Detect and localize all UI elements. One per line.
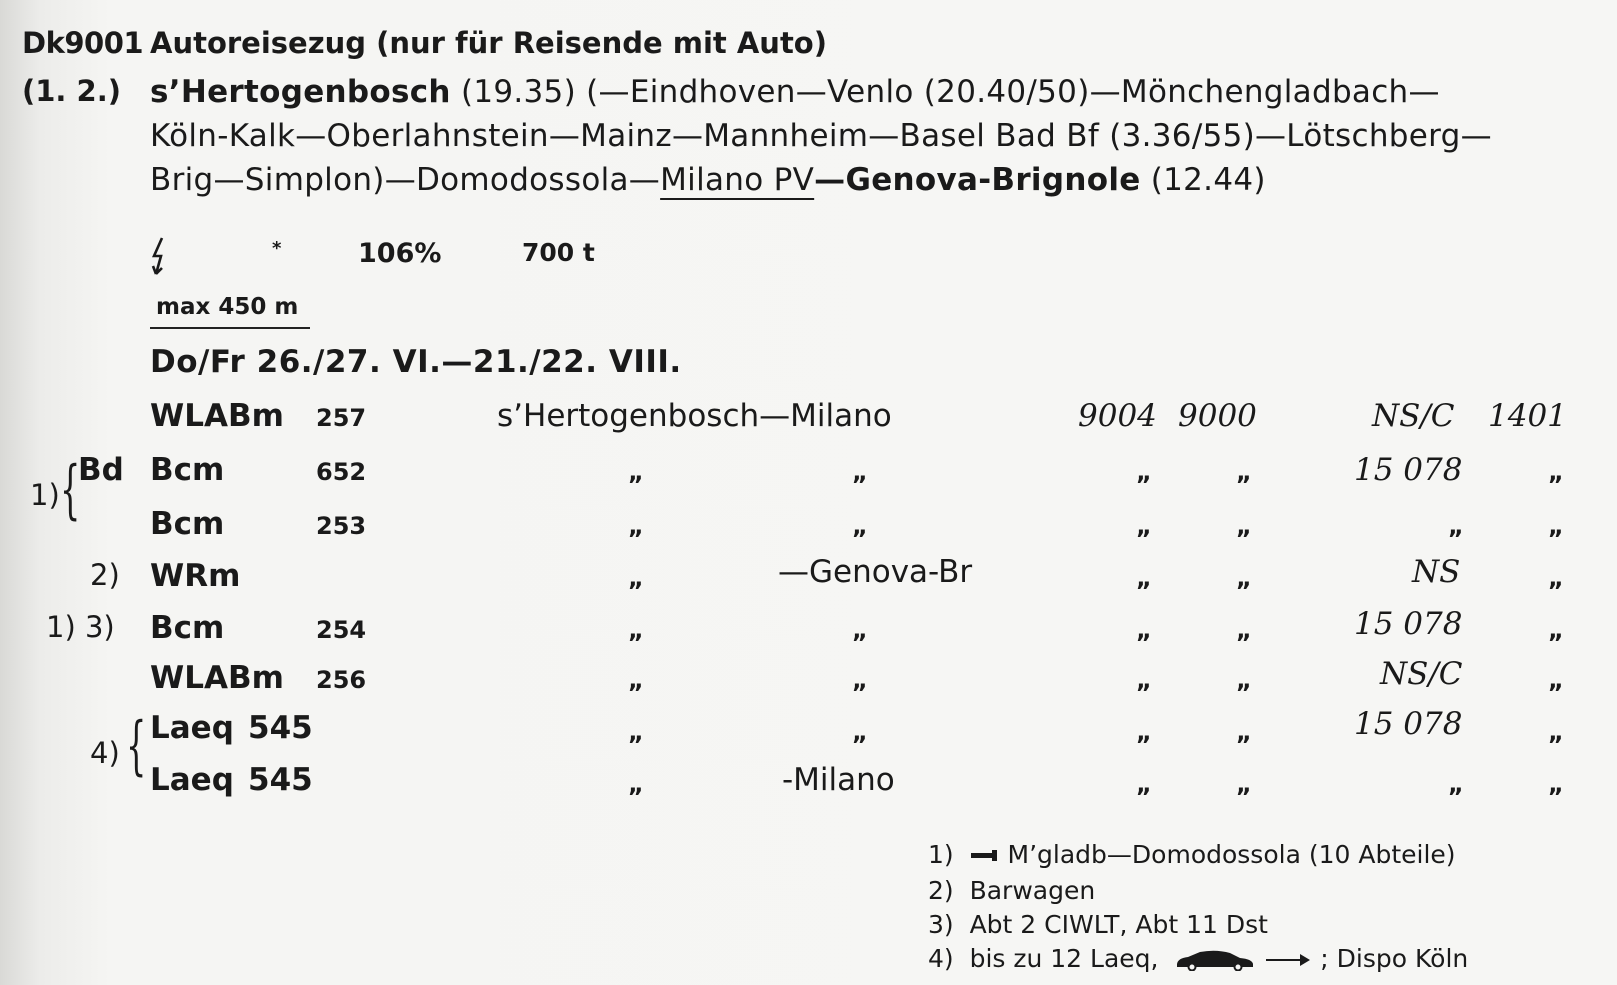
coach-owner: 15 078 <box>1354 706 1463 742</box>
ditto-mark: „ <box>1448 512 1464 540</box>
footnote-text: Abt 2 CIWLT, Abt 11 Dst <box>969 910 1268 939</box>
ditto-mark: „ <box>628 564 644 592</box>
footnote-2 <box>928 876 1095 905</box>
footnote-text: Barwagen <box>969 876 1096 905</box>
coach-number: 652 <box>316 458 367 486</box>
locomotive-icon <box>970 850 1000 862</box>
ditto-mark: „ <box>852 458 868 486</box>
coach-type: Laeq <box>150 762 234 798</box>
route-line-1-rest: (19.35) (—Eindhoven—Venlo (20.40/50)—Mönchengladbach— <box>460 74 1440 110</box>
route-line-2: Köln-Kalk—Oberlahnstein—Mainz—Mannheim—Basel Bad Bf (3.36/55)—Lötschberg— <box>150 118 1492 154</box>
coach-owner: NS/C <box>1372 398 1455 434</box>
route-line-3-pre: Brig—Simplon)—Domodossola— <box>150 162 661 198</box>
coach-code: 1401 <box>1488 398 1567 434</box>
star-symbol: * <box>272 238 282 259</box>
ditto-mark: „ <box>1548 666 1564 694</box>
route-destination: Genova-Brignole <box>845 162 1141 198</box>
running-dates: Do/Fr 26./27. VI.—21./22. VIII. <box>150 344 682 380</box>
train-number-2: 9000 <box>1178 398 1257 434</box>
coach-number: 545 <box>248 710 313 746</box>
coach-route-limit: —Genova-Br <box>778 554 973 590</box>
coach-number: 254 <box>316 616 367 644</box>
footnote-4 <box>928 944 1468 973</box>
ditto-mark: „ <box>1236 718 1252 746</box>
ditto-mark: „ <box>628 666 644 694</box>
ditto-mark: „ <box>1548 616 1564 644</box>
ditto-mark: „ <box>1548 770 1564 798</box>
ditto-mark: „ <box>628 718 644 746</box>
ditto-mark: „ <box>1548 458 1564 486</box>
footnote-mark: 4) <box>928 944 954 973</box>
coach-type: WRm <box>150 558 241 594</box>
coach-number: 545 <box>248 762 313 798</box>
coach-type: Laeq <box>150 710 234 746</box>
coach-number: 257 <box>316 404 367 432</box>
coach-number: 256 <box>316 666 367 694</box>
route-origin: s’Hertogenbosch <box>150 74 451 110</box>
coach-owner: NS/C <box>1380 656 1463 692</box>
ditto-mark: „ <box>628 458 644 486</box>
row-footnote-ref: 1) <box>30 478 60 512</box>
ditto-mark: „ <box>1136 512 1152 540</box>
coach-route-limit: -Milano <box>782 762 895 798</box>
ditto-mark: „ <box>1136 458 1152 486</box>
ditto-mark: „ <box>852 666 868 694</box>
ditto-mark: „ <box>852 718 868 746</box>
ditto-mark: „ <box>852 512 868 540</box>
route-dash: — <box>814 162 846 198</box>
row-footnote-ref: 4) <box>90 736 120 770</box>
ditto-mark: „ <box>1236 512 1252 540</box>
coach-owner: NS <box>1412 554 1461 590</box>
ditto-mark: „ <box>1548 564 1564 592</box>
footnote-mark: 3) <box>928 910 954 939</box>
train-number: Dk9001 <box>22 26 144 60</box>
train-weight: 700 t <box>522 238 595 267</box>
coach-subtype: Bd <box>78 452 124 488</box>
coach-type: WLABm <box>150 398 284 434</box>
footnote-text: M’gladb—Domodossola (10 Abteile) <box>1007 840 1456 869</box>
coach-type: Bcm <box>150 610 225 646</box>
ditto-mark: „ <box>852 616 868 644</box>
ditto-mark: „ <box>1448 770 1464 798</box>
ditto-mark: „ <box>1136 770 1152 798</box>
footnote-3 <box>928 910 1268 939</box>
coach-type: WLABm <box>150 660 284 696</box>
route-arrival-time: (12.44) <box>1150 162 1266 198</box>
arrow-icon <box>1264 952 1312 968</box>
train-title-text: Autoreisezug (nur für Reisende mit Auto) <box>150 26 827 60</box>
train-classes: (1. 2.) <box>22 74 121 108</box>
car-icon <box>1174 949 1256 971</box>
ditto-mark: „ <box>1136 564 1152 592</box>
max-length-underline <box>150 327 310 329</box>
coach-type: Bcm <box>150 452 225 488</box>
coach-type: Bcm <box>150 506 225 542</box>
coach-owner: 15 078 <box>1354 452 1463 488</box>
footnote-text-before: bis zu 12 Laeq, <box>969 944 1159 973</box>
ditto-mark: „ <box>1548 718 1564 746</box>
ditto-mark: „ <box>1236 616 1252 644</box>
coach-route: s’Hertogenbosch—Milano <box>497 398 892 434</box>
ditto-mark: „ <box>1236 458 1252 486</box>
lightning-bolt-icon <box>150 236 170 276</box>
route-line-3 <box>150 162 1266 198</box>
train-title <box>150 26 827 60</box>
ditto-mark: „ <box>1136 616 1152 644</box>
route-underlined-station: Milano PV <box>660 162 815 198</box>
row-brace: { <box>60 453 81 527</box>
ditto-mark: „ <box>628 616 644 644</box>
row-footnote-ref: 1) 3) <box>46 610 115 644</box>
ditto-mark: „ <box>1236 770 1252 798</box>
max-length: max 450 m <box>156 294 299 320</box>
ditto-mark: „ <box>628 770 644 798</box>
footnote-mark: 2) <box>928 876 954 905</box>
ditto-mark: „ <box>1236 564 1252 592</box>
ditto-mark: „ <box>628 512 644 540</box>
train-number-1: 9004 <box>1078 398 1157 434</box>
ditto-mark: „ <box>1236 666 1252 694</box>
footnote-mark: 1) <box>928 840 954 869</box>
footnote-1 <box>928 840 1456 869</box>
ditto-mark: „ <box>1136 718 1152 746</box>
coach-number: 253 <box>316 512 367 540</box>
coach-owner: 15 078 <box>1354 606 1463 642</box>
route-line-1 <box>150 74 1440 110</box>
ditto-mark: „ <box>1136 666 1152 694</box>
row-footnote-ref: 2) <box>90 558 120 592</box>
row-brace: { <box>126 709 147 783</box>
footnote-text-after: ; Dispo Köln <box>1320 944 1469 973</box>
brake-percentage: 106% <box>358 238 442 269</box>
ditto-mark: „ <box>1548 512 1564 540</box>
